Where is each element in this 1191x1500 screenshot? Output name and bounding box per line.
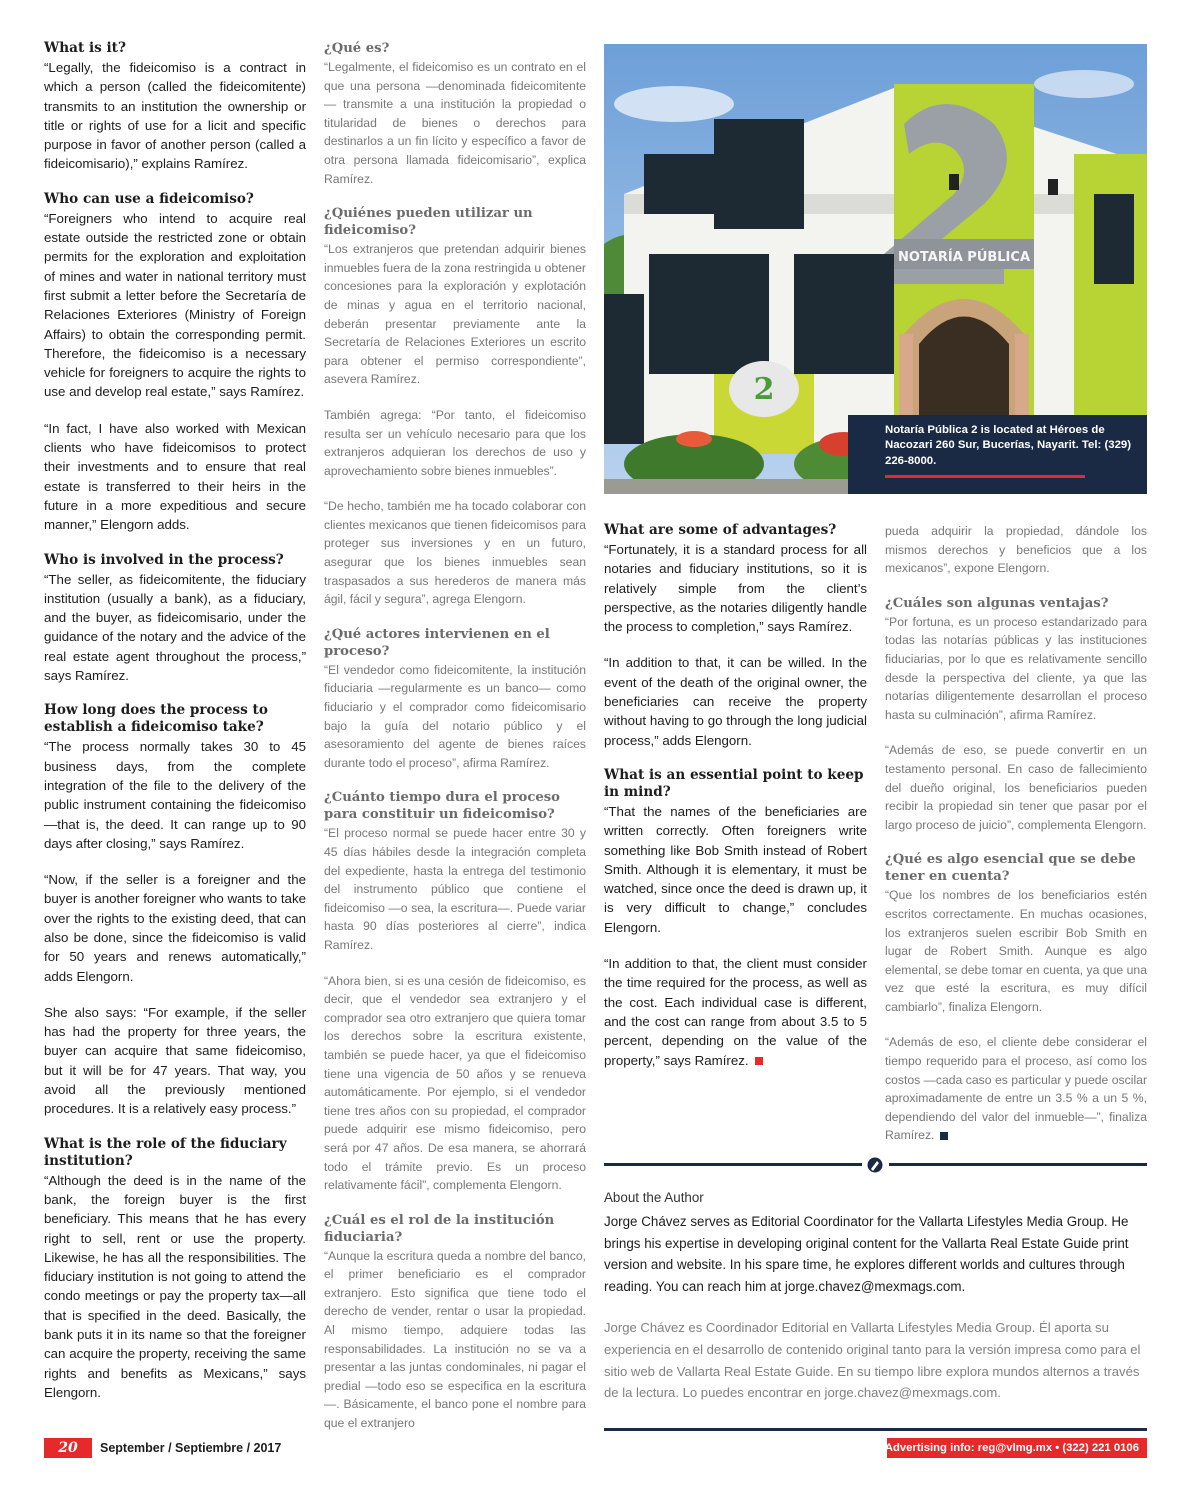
section-divider xyxy=(604,1157,1147,1173)
about-english: Jorge Chávez serves as Editorial Coordinator for the Vallarta Lifestyles Media Group. He brings his expertise in developing original content for the Vallarta Real Estate Guide print version and website. In his spare time, he explores different worlds and cultures through reading. You can reach him at jorge.chavez@mexmags.com. xyxy=(604,1214,1129,1294)
paragraph: “Legalmente, el fideicomiso es un contrato en el que una persona —denominada fideicomitente— transmite a una institución la propiedad o titularidad de bienes o derechos para destinarlos a un fin lícito y específico a favor de otra persona llamada fideicomisario”, explica Ramírez. xyxy=(324,60,586,186)
about-heading: About the Author xyxy=(604,1190,704,1205)
paragraph: “Now, if the seller is a foreigner and the buyer is another foreigner who wants to take over the rights to the existing deed, that can also be done, since the fideicomiso is valid for 50 years and renews automatically,” adds Elengorn. xyxy=(44,872,306,984)
paragraph: “Ahora bien, si es una cesión de fideicomiso, es decir, que el vendedor sea extranjero y el comprador sea otro extranjero que quiera tomar los derechos sobre la escritura existente, también se puede hacer, ya que el fideicomiso tiene una vigencia de 50 años y se renueva automáticamente. Por ejemplo, si el vendedor tiene tres años con su propiedad, el comprador puede adquirir ese mismo fideicomiso, pero será por 47 años. De esa manera, se ahorrará todo el trámite previo. Es un proceso relativamente fácil”, complementa Elengorn. xyxy=(324,973,586,1193)
section-heading: What is an essential point to keep in mind? xyxy=(604,766,864,800)
section-what-is-it xyxy=(44,40,306,174)
section-rol-institucion xyxy=(324,1212,586,1433)
paragraph xyxy=(885,1033,1147,1145)
paragraph: “El proceso normal se puede hacer entre 30 y 45 días hábiles desde la integración completa del expediente, hasta la entrega del testimonio del instrumento público que contiene el fideicomiso —o sea, la escritura—. Puede variar hasta 90 días posteriores al cierre”, indica Ramírez. xyxy=(324,826,586,952)
section-heading: What is it? xyxy=(44,40,126,56)
paragraph-text: “In addition to that, the client must consider the time required for the process, as well as the cost. Each individual case is different, and the cost can range from about 3.5 to 5 percent, depending on the value of the property,” says Ramírez. xyxy=(604,956,867,1068)
paragraph: “Por fortuna, es un proceso estandarizado para todas las notarías públicas y las instituciones fiduciarias, por lo que es relativamente sencillo desde la perspectiva del cliente, ya que las notarías diligentemente desarrollan el proceso hasta su culminación”, afirma Ramírez. xyxy=(885,614,1147,722)
navy-square-icon xyxy=(940,1132,948,1140)
paragraph: “Although the deed is in the name of the bank, the foreign buyer is the first beneficiary. This means that he has every right to sell, rent or use the property. Likewise, he has all the responsibilities. The fiduciary institution is not going to attend the condo meetings or pay the property tax—all that is specified in the deed. Basically, the bank puts it in its name so that the foreigner can acquire the property, receiving the same rights and benefits as Mexicans,” says Elengorn. xyxy=(44,1172,306,1400)
paragraph: “Además de eso, se puede convertir en un testamento personal. En caso de fallecimiento del dueño original, los beneficiarios pueden recibir la propiedad sin tener que pasar por el largo proceso de juicio”, complementa Elengorn. xyxy=(885,743,1147,832)
section-algo-esencial xyxy=(885,851,1147,1145)
bottom-rule xyxy=(604,1428,1147,1431)
spanish-column xyxy=(324,40,586,1450)
section-quienes-pueden xyxy=(324,205,586,609)
paragraph: “Los extranjeros que pretendan adquirir bienes inmuebles fuera de la zona restringida u obtener concesiones para la exploración y explotación de minas y agua en el territorio nacional, deberán presentar previamente ante la Secretaría de Relaciones Exteriores un escrito para obtener el permiso correspondiente”, asevera Ramírez. xyxy=(324,242,586,387)
section-cuanto-tiempo xyxy=(324,789,586,1194)
paragraph: “Que los nombres de los beneficiarios estén escritos correctamente. En muchas ocasiones, los extranjeros suelen escribir Bob Smith en lugar de Robert Smith. Aunque es algo elemental, se debe tomar en cuenta, ya que una vez que esté la escritura, es muy difícil cambiarlo”, finaliza Elengorn. xyxy=(885,888,1147,1014)
section-advantages xyxy=(604,522,867,750)
section-heading: Who can use a fideicomiso? xyxy=(44,190,254,207)
section-heading: ¿Qué actores intervienen en el proceso? xyxy=(324,626,550,659)
paragraph: She also says: “For example, if the seller has had the property for three years, the buyer can acquire that same fideicomiso, but it will be for 47 years. That way, you avoid all the previously mentioned procedures. It is a relatively easy process.” xyxy=(44,1004,306,1117)
sign-text: NOTARÍA PÚBLICA xyxy=(898,250,1030,265)
paragraph: “That the names of the beneficiaries are written correctly. Often foreigners write something like Bob Smith instead of Robert Smith. Although it is elementary, it must be watched, since once the deed is drawn up, it is very difficult to change,” concludes Elengorn. xyxy=(604,803,867,935)
section-que-actores xyxy=(324,626,586,773)
paragraph: “The seller, as fideicomitente, the fiduciary institution (usually a bank), as a fiduciary, and the buyer, as fideicomisario, under the guidance of the notary and the advice of the real estate agent throughout the process,” says Ramírez. xyxy=(44,571,306,684)
paragraph: “The process normally takes 30 to 45 business days, from the complete integration of the file to the delivery of the public instrument containing the fideicomiso—that is, the deed. It can range up to 90 days after closing,” says Ramírez. xyxy=(44,739,306,851)
section-heading: What is the role of the fiduciary institution? xyxy=(44,1135,287,1169)
section-heading: ¿Cuál es el rol de la institución fiduciaria? xyxy=(324,1212,555,1245)
section-heading: ¿Cuáles son algunas ventajas? xyxy=(885,595,1109,611)
paragraph: “In addition to that, it can be willed. In the event of the death of the original owner, the beneficiaries can receive the property without having to go through the long judicial process,” adds Elengorn. xyxy=(604,655,867,748)
continued-paragraph: pueda adquirir la propiedad, dándole los mismos derechos y beneficios que a los mexicanos”, expone Elengorn. xyxy=(885,524,1147,576)
section-heading: ¿Qué es algo esencial que se debe tener en cuenta? xyxy=(885,852,1136,885)
english-column-right xyxy=(604,522,867,1087)
paragraph xyxy=(604,954,867,1070)
paragraph: “In fact, I have also worked with Mexican clients who have fideicomisos to protect their investments and to ensure that real estate is transferred to their heirs in the future in a more expeditious and secure manner,” Elengorn adds. xyxy=(44,420,306,533)
english-column xyxy=(44,40,306,1419)
about-spanish: Jorge Chávez es Coordinador Editorial en Vallarta Lifestyles Media Group. Él aporta su experiencia en el desarrollo de contenido original tanto para la versión impresa como para el sitio web de Vallarta Real Estate Guide. En su tiempo libre explora mundos alternos a través de la lectura. Lo puedes encontrar en jorge.chavez@mexmags.com. xyxy=(604,1320,1141,1401)
section-who-is-involved xyxy=(44,552,306,686)
page-number: 20 xyxy=(44,1438,92,1458)
about-the-author xyxy=(604,1189,1148,1404)
advertising-bar xyxy=(884,1438,1147,1458)
spanish-column-right xyxy=(885,522,1147,1162)
issue-date: September / Septiembre / 2017 xyxy=(100,1441,282,1455)
caption-red-rule xyxy=(885,475,1085,478)
pen-nib-icon xyxy=(868,1158,883,1173)
section-heading: How long does the process to establish a fideicomiso take? xyxy=(44,702,268,736)
paragraph: “Fortunately, it is a standard process for all notaries and fiduciary institutions, so it is relatively simple from the client’s perspective, as the notaries diligently handle the process to completion,” says Ramírez. xyxy=(604,542,867,635)
section-how-long xyxy=(44,702,306,1118)
section-fiduciary-role xyxy=(44,1136,306,1403)
paragraph: “De hecho, también me ha tocado colaborar con clientes mexicanos que tienen fideicomisos para proteger sus inversiones y en un futuro, asegurar que los bienes inmuebles sean traspasados a sus herederos de manera más ágil, fácil y segura”, agrega Elengorn. xyxy=(324,499,586,607)
svg-text:2: 2 xyxy=(753,372,775,407)
section-heading: What are some of advantages? xyxy=(604,522,837,538)
section-heading: ¿Quiénes pueden utilizar un fideicomiso? xyxy=(324,206,533,239)
paragraph: “Foreigners who intend to acquire real estate outside the restricted zone or obtain permits for the exploration and exploitation of mines and water in national territory must first submit a letter before the Secretaría de Relaciones Exteriores (Ministry of Foreign Affairs) to obtain the corresponding permit. Therefore, the fideicomiso is a necessary vehicle for foreigners to acquire the rights to use and develop real estate,” says Ramírez. xyxy=(44,210,306,400)
paragraph: “El vendedor como fideicomitente, la institución fiduciaria —regularmente es un banco— como fiduciario y el comprador como fideicomisario bajo la guía del notario público y el asesoramiento del agente de bienes raíces durante todo el proceso”, afirma Ramírez. xyxy=(324,662,586,770)
section-que-es xyxy=(324,40,586,188)
photo-caption: Notaría Pública 2 is located at Héroes de Nacozari 260 Sur, Bucerías, Nayarit. Tel: (329) 226-8000. xyxy=(885,424,1132,467)
section-heading: Who is involved in the process? xyxy=(44,551,284,568)
paragraph: “Aunque la escritura queda a nombre del banco, el primer beneficiario es el comprador extranjero. Esto significa que tiene todo el derecho de vender, rentar o usar la propiedad. Al mismo tiempo, adquiere todas las responsabilidades. La institución no se va a presentar a las juntas condominales, ni pagar el predial —todo eso se especifica en la escritura—. Básicamente, el banco pone el nombre para que el extranjero xyxy=(324,1248,586,1431)
paragraph: “Legally, the fideicomiso is a contract in which a person (called the fideicomitente) transmits to an institution the ownership or title or rights of use for a licit and specific purpose in favor of another person (called a fideicomisario),” explains Ramírez. xyxy=(44,60,306,172)
section-heading: ¿Qué es? xyxy=(324,41,390,56)
advertising-info: Advertising info: reg@vlmg.mx • (322) 221 0106 xyxy=(884,1442,1139,1454)
section-ventajas xyxy=(885,595,1147,835)
paragraph: También agrega: “Por tanto, el fideicomiso resulta ser un vehículo necesario para que los extranjeros adquieran los derechos de uso y aprovechamiento sobre bienes inmuebles”. xyxy=(324,407,586,478)
red-square-icon xyxy=(755,1057,763,1065)
section-essential-point xyxy=(604,767,867,1070)
section-heading: ¿Cuánto tiempo dura el proceso para constituir un fideicomiso? xyxy=(324,790,560,823)
section-who-can-use xyxy=(44,191,306,535)
paragraph-text: “Además de eso, el cliente debe considerar el tiempo requerido para el proceso, así como los costos —cada caso es particular y puede oscilar aproximadamente de entre un 3.5 % a un 5 %, dependiendo del valor del inmueble—”, finaliza Ramírez. xyxy=(885,1035,1147,1143)
